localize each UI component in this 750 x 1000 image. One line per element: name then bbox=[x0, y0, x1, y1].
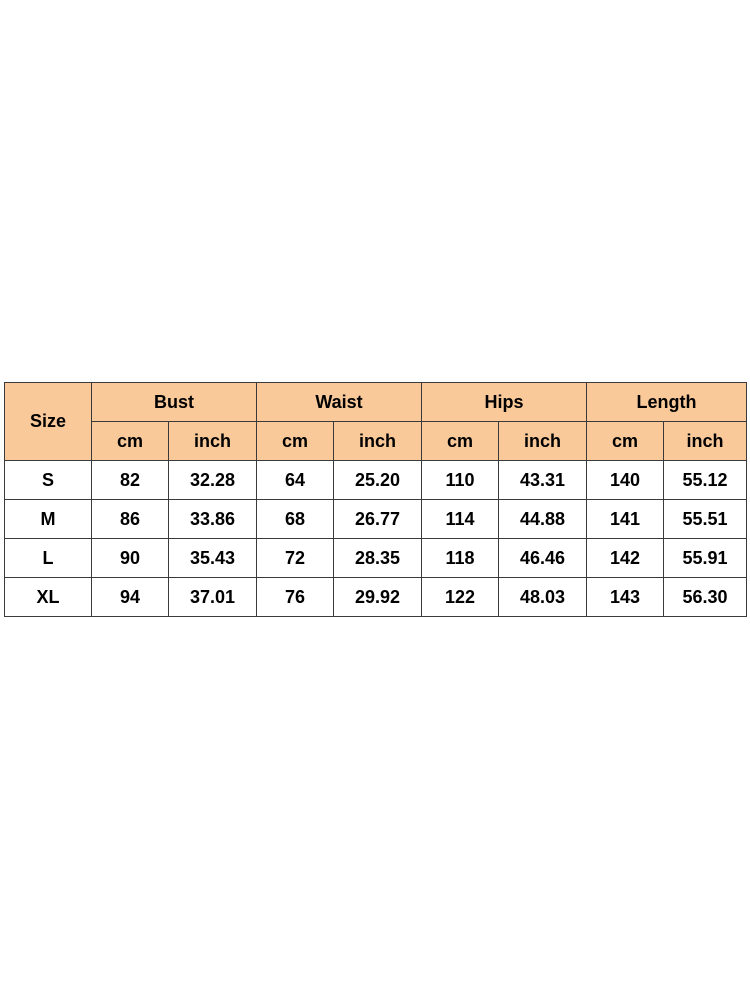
bust-cm-cell: 82 bbox=[92, 461, 169, 500]
header-row-measurements bbox=[5, 383, 747, 422]
waist-inch-header: inch bbox=[334, 422, 422, 461]
size-cell: S bbox=[5, 461, 92, 500]
hips-inch-cell: 44.88 bbox=[499, 500, 587, 539]
bust-inch-header: inch bbox=[169, 422, 257, 461]
waist-cm-header: cm bbox=[257, 422, 334, 461]
header-row-units bbox=[5, 422, 747, 461]
table-row bbox=[5, 539, 747, 578]
length-cm-cell: 140 bbox=[587, 461, 664, 500]
bust-inch-cell: 37.01 bbox=[169, 578, 257, 617]
hips-inch-cell: 48.03 bbox=[499, 578, 587, 617]
length-cm-cell: 142 bbox=[587, 539, 664, 578]
waist-cm-cell: 68 bbox=[257, 500, 334, 539]
hips-inch-header: inch bbox=[499, 422, 587, 461]
hips-cm-cell: 118 bbox=[422, 539, 499, 578]
length-inch-cell: 55.91 bbox=[664, 539, 747, 578]
waist-inch-cell: 25.20 bbox=[334, 461, 422, 500]
size-cell: XL bbox=[5, 578, 92, 617]
bust-cm-cell: 94 bbox=[92, 578, 169, 617]
length-cm-cell: 143 bbox=[587, 578, 664, 617]
table-row bbox=[5, 461, 747, 500]
length-header: Length bbox=[587, 383, 747, 422]
hips-inch-cell: 46.46 bbox=[499, 539, 587, 578]
waist-inch-cell: 29.92 bbox=[334, 578, 422, 617]
hips-cm-header: cm bbox=[422, 422, 499, 461]
bust-cm-cell: 90 bbox=[92, 539, 169, 578]
waist-cm-cell: 72 bbox=[257, 539, 334, 578]
hips-inch-cell: 43.31 bbox=[499, 461, 587, 500]
waist-cm-cell: 64 bbox=[257, 461, 334, 500]
waist-inch-cell: 26.77 bbox=[334, 500, 422, 539]
length-cm-header: cm bbox=[587, 422, 664, 461]
hips-header: Hips bbox=[422, 383, 587, 422]
table-row bbox=[5, 578, 747, 617]
length-cm-cell: 141 bbox=[587, 500, 664, 539]
hips-cm-cell: 110 bbox=[422, 461, 499, 500]
bust-cm-cell: 86 bbox=[92, 500, 169, 539]
size-chart-table bbox=[4, 382, 747, 617]
length-inch-cell: 56.30 bbox=[664, 578, 747, 617]
bust-inch-cell: 35.43 bbox=[169, 539, 257, 578]
length-inch-header: inch bbox=[664, 422, 747, 461]
bust-cm-header: cm bbox=[92, 422, 169, 461]
table-row bbox=[5, 500, 747, 539]
waist-cm-cell: 76 bbox=[257, 578, 334, 617]
hips-cm-cell: 122 bbox=[422, 578, 499, 617]
bust-inch-cell: 32.28 bbox=[169, 461, 257, 500]
bust-header: Bust bbox=[92, 383, 257, 422]
bust-inch-cell: 33.86 bbox=[169, 500, 257, 539]
size-column-header: Size bbox=[5, 383, 92, 461]
size-cell: M bbox=[5, 500, 92, 539]
hips-cm-cell: 114 bbox=[422, 500, 499, 539]
waist-inch-cell: 28.35 bbox=[334, 539, 422, 578]
size-cell: L bbox=[5, 539, 92, 578]
waist-header: Waist bbox=[257, 383, 422, 422]
length-inch-cell: 55.12 bbox=[664, 461, 747, 500]
length-inch-cell: 55.51 bbox=[664, 500, 747, 539]
